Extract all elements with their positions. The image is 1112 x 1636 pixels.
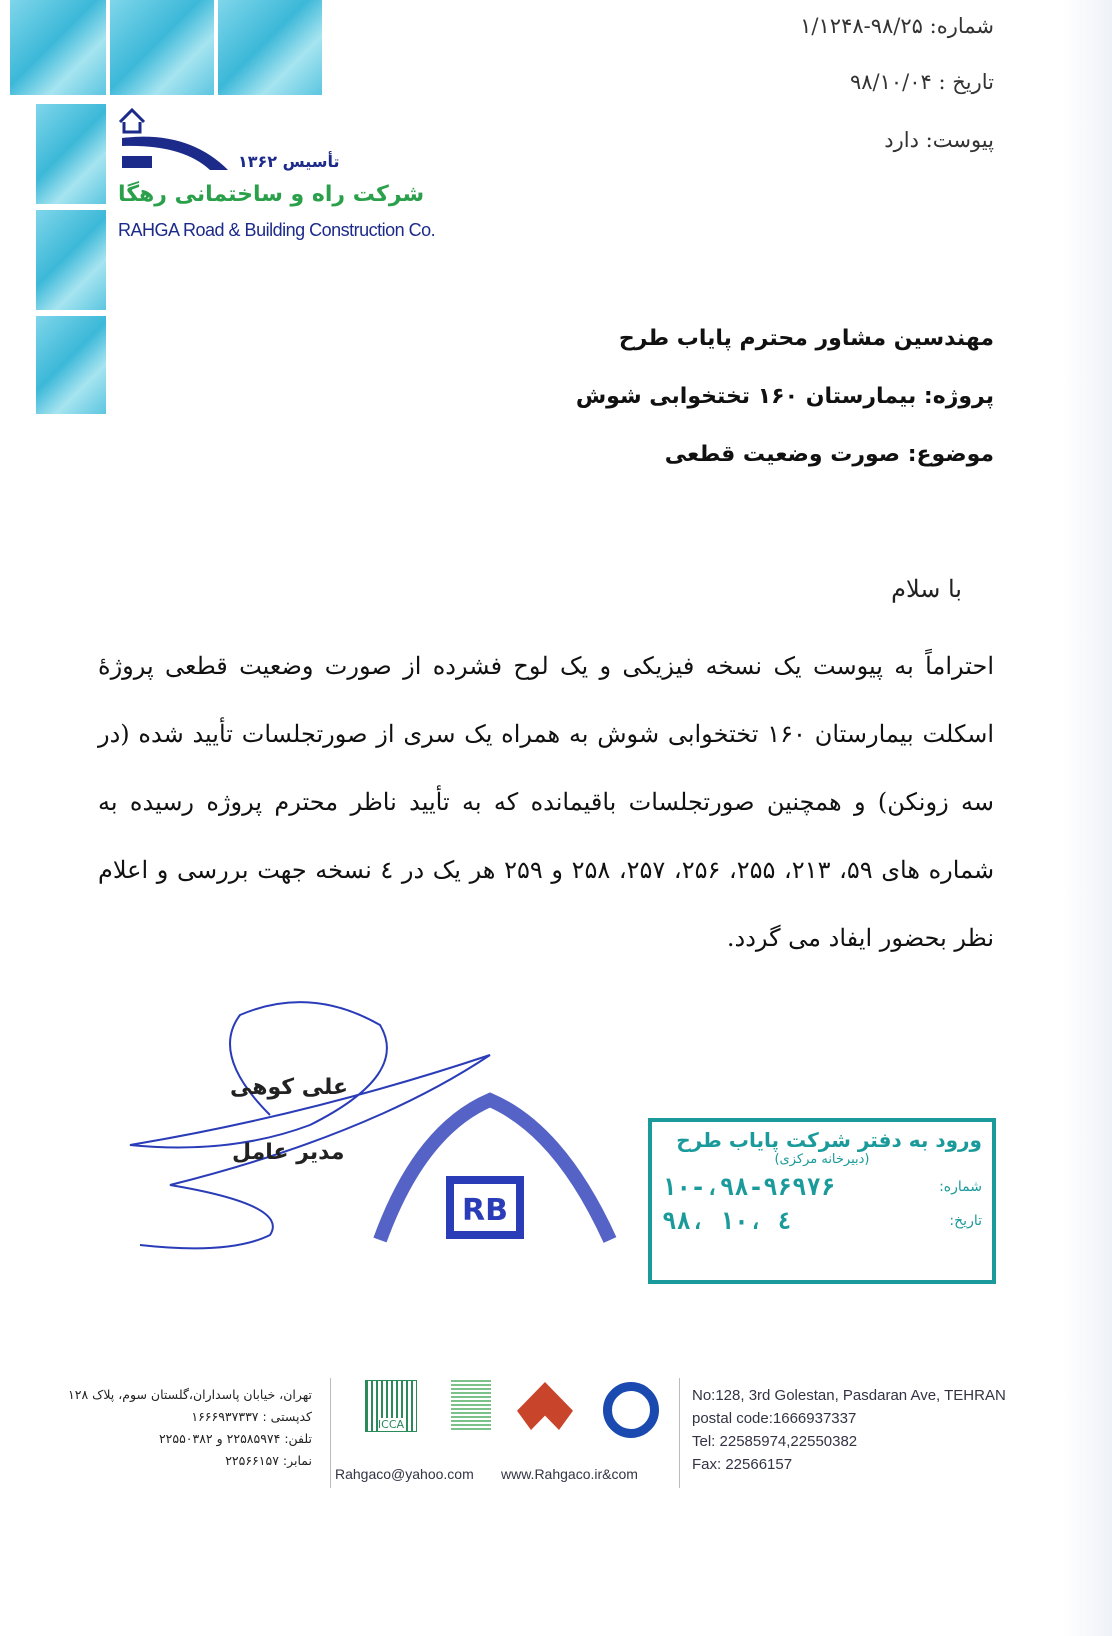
footer-website: www.Rahgaco.ir&com — [501, 1466, 638, 1482]
project: پروژه: بیمارستان ۱۶۰ تختخوابی شوش — [575, 384, 994, 409]
rahga-logo-icon — [118, 108, 228, 173]
association-logo-icon — [451, 1380, 491, 1430]
footer-phone-en: Tel: 22585974,22550382 — [692, 1433, 858, 1450]
footer-email: Rahgaco@yahoo.com — [335, 1466, 474, 1482]
receipt-date-label: تاریخ: — [949, 1213, 982, 1229]
footer-fax-en: Fax: 22566157 — [692, 1456, 793, 1473]
svg-text:RB: RB — [462, 1193, 508, 1228]
receipt-stamp-subtitle: (دبیرخانه مرکزی) — [774, 1152, 870, 1167]
receipt-number: ۱۰-،۹۸-۹۶۹۷۶ — [662, 1173, 836, 1201]
letter-date: تاریخ : ۹۸/۱۰/۰۴ — [849, 70, 994, 94]
founded-year: تأسیس ۱۳۶۲ — [238, 152, 340, 171]
greeting: با سلام — [891, 575, 962, 603]
iso-certification-logo-icon — [603, 1382, 659, 1438]
company-seal — [360, 1070, 620, 1270]
footer-address-fa: تهران، خیابان پاسداران،گلستان سوم، پلاک ۱۲۸ — [68, 1387, 312, 1402]
contractors-union-logo-icon — [517, 1382, 573, 1430]
letter-body: احتراماً به پیوست یک نسخه فیزیکی و یک لوح فشرده از صورت وضعیت قطعی پروژهٔ اسکلت بیمارستان ۱۶۰ تختخوابی شوش به همراه یک سری از صورتجلسات تأیید شده (در سه زونکن) و همچنین صورتجلسات باقیمانده که به تأیید ناظر محترم پروژه رسیده به شماره های ۵۹، ۲۱۳، ۲۵۵، ۲۵۶، ۲۵۷، ۲۵۸ و ۲۵۹ هر یک در ٤ نسخه جهت بررسی و اعلام نظر بحضور ایفاد می گردد. — [98, 652, 995, 952]
recipient: مهندسین مشاور محترم پایاب طرح — [618, 326, 994, 351]
footer-postal-fa: کدپستی : ۱۶۶۶۹۳۷۳۳۷ — [191, 1409, 312, 1424]
certification-logos — [330, 1378, 680, 1488]
letter-number: شماره: ۹۸/۲۵-۱/۱۲۴۸ — [800, 14, 994, 38]
footer-fax-fa: نمابر: ۲۲۵۶۶۱۵۷ — [225, 1453, 312, 1468]
footer-phone-fa: تلفن: ۲۲۵۸۵۹۷۴ و ۲۲۵۵۰۳۸۲ — [158, 1431, 312, 1446]
signatory-name: علی کوهی — [230, 1075, 349, 1100]
company-name-fa: شرکت راه و ساختمانی رهگا — [118, 182, 425, 207]
receipt-stamp-title: ورود به دفتر شرکت پایاب طرح — [676, 1128, 982, 1152]
letter-attachment: پیوست: دارد — [884, 128, 994, 152]
footer-postal-en: postal code:1666937337 — [692, 1410, 857, 1427]
icca-logo-icon: ICCA — [365, 1380, 417, 1432]
subject: موضوع: صورت وضعیت قطعی — [664, 442, 994, 467]
letter-footer — [0, 1378, 1112, 1488]
footer-contact-en — [692, 1384, 1006, 1476]
receipt-number-label: شماره: — [939, 1179, 982, 1195]
footer-contact-fa — [12, 1384, 312, 1472]
receipt-date: ۹۸، ۱۰، ٤ — [662, 1207, 793, 1235]
receipt-stamp — [648, 1118, 996, 1284]
letter-headings — [576, 310, 994, 484]
signatory-title: مدیر عامل — [232, 1140, 345, 1165]
footer-address-en: No:128, 3rd Golestan, Pasdaran Ave, TEHRAN — [692, 1387, 1006, 1404]
company-name-en: RAHGA Road & Building Construction Co. — [118, 220, 436, 240]
